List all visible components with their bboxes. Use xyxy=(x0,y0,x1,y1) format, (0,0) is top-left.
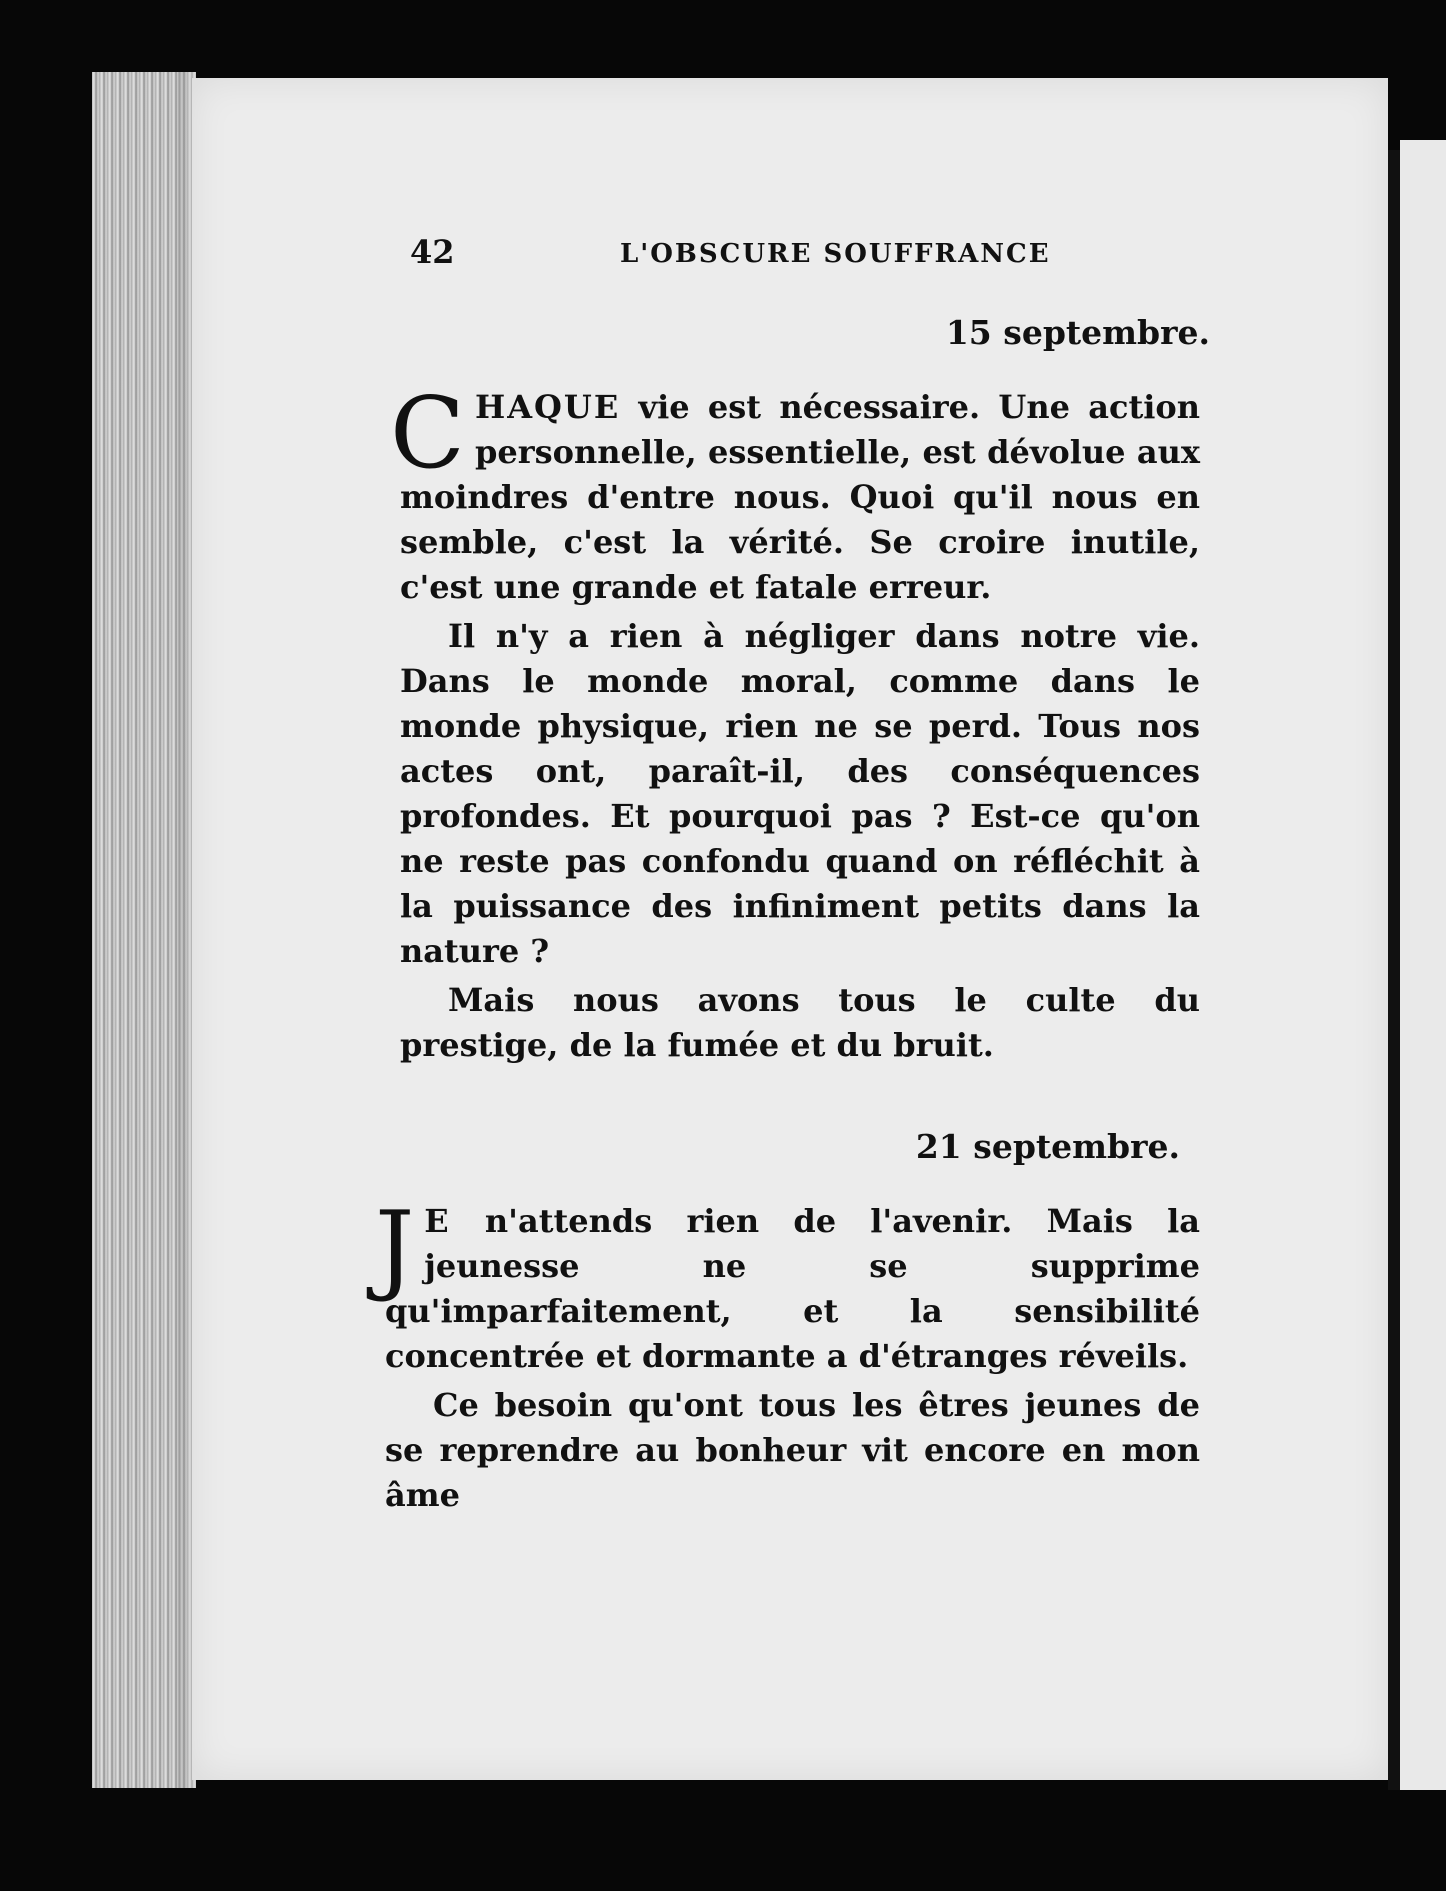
paragraph: Ce besoin qu'ont tous les êtres jeunes de se reprendre au bonheur vit encore en mon âme xyxy=(385,1386,1200,1514)
paragraph: Mais nous avons tous le culte du prestige, de la fumée et du bruit. xyxy=(400,981,1200,1064)
page-text-area xyxy=(200,230,1240,1522)
paragraph xyxy=(200,1191,1240,1379)
drop-cap: J xyxy=(375,1191,415,1305)
running-head xyxy=(200,230,1240,290)
drop-cap: C xyxy=(390,377,465,491)
entry-date: 21 septembre. xyxy=(915,1127,1180,1166)
paragraph xyxy=(200,377,1240,610)
opening-small-caps: E xyxy=(424,1202,451,1240)
opening-small-caps: HAQUE xyxy=(474,388,621,426)
page-number: 42 xyxy=(410,233,455,271)
paragraph: Il n'y a rien à négliger dans notre vie. Dans le monde moral, comme dans le monde physique, rien ne se perd. Tous nos actes ont, paraît-il, des conséquences profondes. Et pourquoi pas ? Est-ce qu'on ne reste pas confondu quand on réfléchit à la puissance des infiniment petits dans la nature ? xyxy=(400,617,1200,970)
paragraph-text: n'attends rien de l'avenir. Mais la jeunesse ne se supprime qu'imparfaitement, et la sensibilité concentrée et dormante a d'étranges réveils. xyxy=(385,1202,1200,1375)
paragraph-text: vie est nécessaire. Une action personnelle, essentielle, est dévolue aux moindres d'entre nous. Quoi qu'il nous en semble, c'est la vérité. Se croire inutile, c'est une grande et fatale erreur. xyxy=(400,388,1201,606)
running-title: L'OBSCURE SOUFFRANCE xyxy=(620,239,1051,269)
next-page-edge xyxy=(1400,140,1446,1790)
entry-date: 15 septembre. xyxy=(945,313,1210,352)
page-gutter-shadow xyxy=(1388,150,1400,1790)
book-page-edges xyxy=(92,72,196,1788)
